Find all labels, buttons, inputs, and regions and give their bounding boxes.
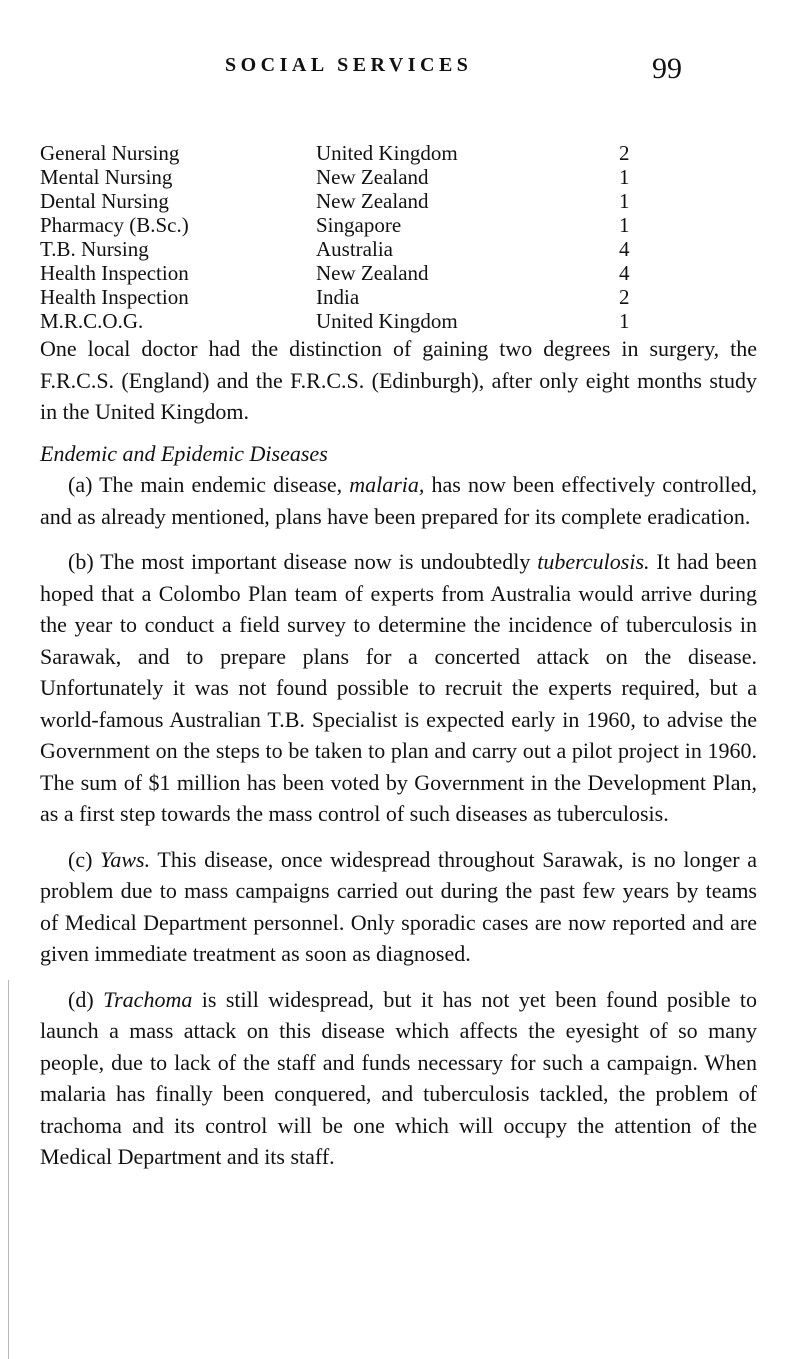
body-text xyxy=(40,333,757,1173)
paragraph-b-text: It had been hoped that a Colombo Plan team of experts from Australia would arrive during the year to conduct a field survey to determine the incidence of tuberculosis in Sarawak, and to prepare plans for a concerted attack on the disease. Unfortunately it was not found possible to recruit the experts required, but a world-famous Australian T.B. Specialist is expected early in 1960, to advise the Government on the steps to be taken to plan and carry out a pilot project in 1960. The sum of $1 million has been voted by Government in the Development Plan, as a first step towards the mass control of such diseases as tuberculosis. xyxy=(40,549,758,826)
paragraph-a-text: has now been effectively controlled, and as already mentioned, plans have been prepared for its complete eradication. xyxy=(40,472,758,529)
table-row xyxy=(40,261,660,285)
paragraph-a xyxy=(40,469,757,532)
course-cell: Pharmacy (B.Sc.) xyxy=(40,213,189,237)
table-row xyxy=(40,237,660,261)
section-heading: Endemic and Epidemic Diseases xyxy=(40,440,328,466)
count-cell: 1 xyxy=(619,189,630,213)
course-cell: Dental Nursing xyxy=(40,189,169,213)
course-cell: T.B. Nursing xyxy=(40,237,149,261)
table-row xyxy=(40,213,660,237)
table-row xyxy=(40,141,660,165)
country-cell: New Zealand xyxy=(316,189,429,213)
training-table xyxy=(40,141,660,333)
page-number: 99 xyxy=(652,52,682,85)
course-cell: General Nursing xyxy=(40,141,180,165)
count-cell: 2 xyxy=(619,141,630,165)
count-cell: 2 xyxy=(619,285,630,309)
country-cell: New Zealand xyxy=(316,165,429,189)
paragraph-c-label: (c) xyxy=(68,846,101,872)
page-header xyxy=(0,54,800,98)
country-cell: United Kingdom xyxy=(316,141,458,165)
paragraph-c-term: Yaws. xyxy=(100,846,151,872)
intro-paragraph: One local doctor had the distinction of gaining two degrees in surgery, the F.R.C.S. (England) and the F.R.C.S. (Edinburgh), after only eight months study in the United Kingdom. xyxy=(40,336,757,424)
paragraph-d xyxy=(40,984,757,1173)
count-cell: 1 xyxy=(619,165,630,189)
paragraph-c-text: This disease, once widespread throughout Sarawak, is no longer a problem due to mass campaigns carried out during the past few years by teams of Medical Department personnel. Only sporadic cases are now reported and are given immediate treatment as soon as diagnosed. xyxy=(40,846,757,966)
table-row xyxy=(40,165,660,189)
table-row xyxy=(40,285,660,309)
count-cell: 1 xyxy=(619,213,630,237)
country-cell: Singapore xyxy=(316,213,402,237)
country-cell: New Zealand xyxy=(316,261,429,285)
paragraph-d-term: Trachoma xyxy=(103,986,193,1012)
paragraph-b-label: (b) The most important disease now is undoubtedly xyxy=(68,549,538,574)
country-cell: United Kingdom xyxy=(316,309,458,333)
paragraph-d-text: is still widespread, but it has not yet been found posible to launch a mass attack on this disease which affects the eyesight of so many people, due to lack of the staff and funds necessary for such a campaign. When malaria has finally been conquered, and tuberculosis tackled, the problem of trachoma and its control will be one which will occupy the attention of the Medical Department and its staff. xyxy=(40,986,758,1169)
country-cell: Australia xyxy=(316,237,393,261)
count-cell: 1 xyxy=(619,309,630,333)
running-head: SOCIAL SERVICES xyxy=(225,54,473,76)
paragraph-a-label: (a) The main endemic disease, xyxy=(68,472,350,497)
paragraph-d-label: (d) xyxy=(68,986,104,1012)
paragraph-b xyxy=(40,546,757,830)
table-row xyxy=(40,309,660,333)
count-cell: 4 xyxy=(619,237,630,261)
table-row xyxy=(40,189,660,213)
paragraph-a-term: malaria, xyxy=(349,472,425,497)
course-cell: Health Inspection xyxy=(40,285,189,309)
paragraph-b-term: tuberculosis. xyxy=(537,549,650,574)
count-cell: 4 xyxy=(619,261,630,285)
course-cell: Mental Nursing xyxy=(40,165,173,189)
course-cell: M.R.C.O.G. xyxy=(40,309,144,333)
paragraph-c xyxy=(40,844,757,970)
country-cell: India xyxy=(316,285,360,309)
course-cell: Health Inspection xyxy=(40,261,189,285)
page-edge-shadow xyxy=(8,980,9,1359)
